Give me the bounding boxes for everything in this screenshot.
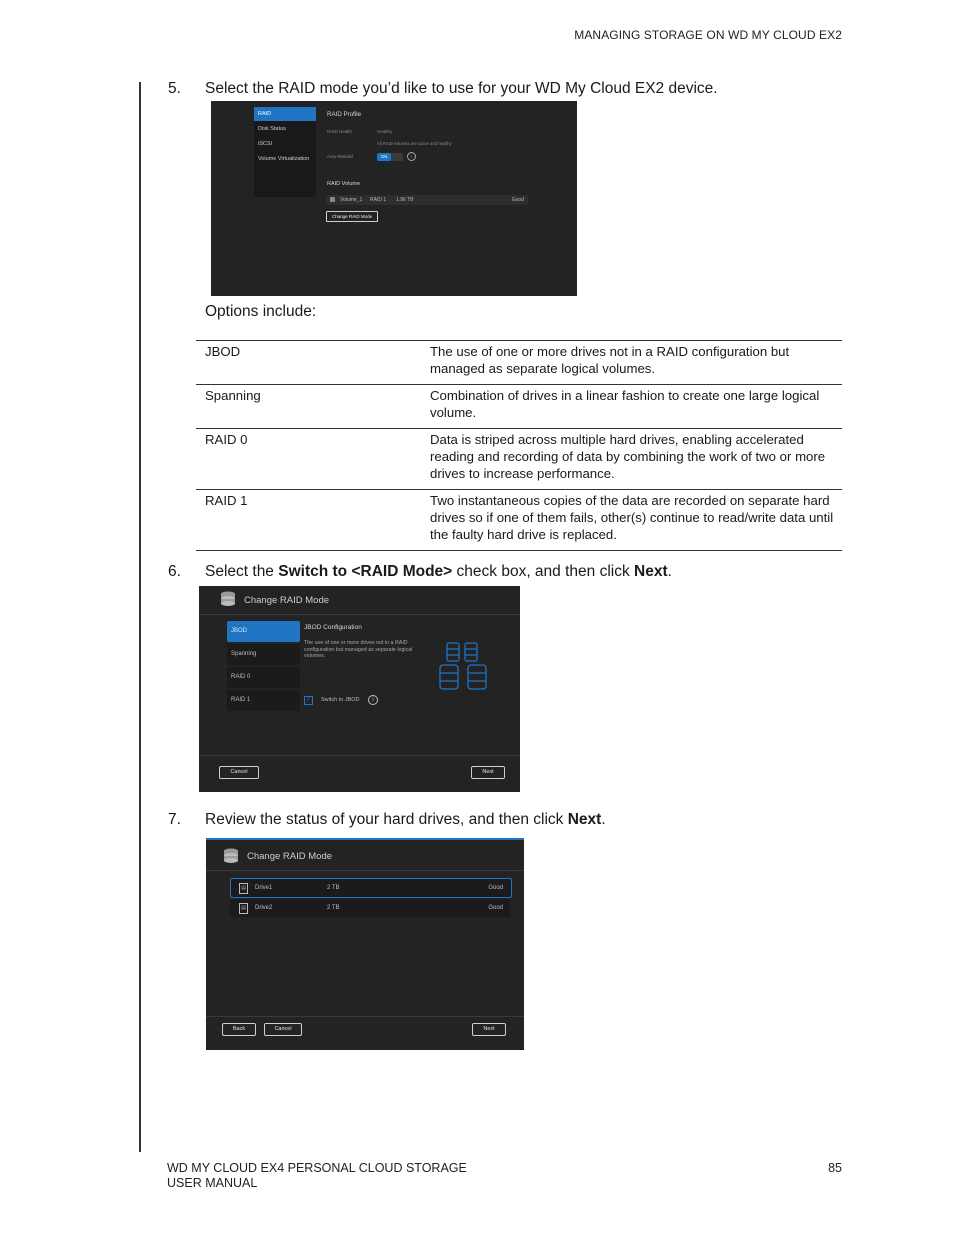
step-7-number: 7. <box>168 811 181 828</box>
table-row <box>196 429 842 490</box>
footer-line-1: WD MY CLOUD EX4 PERSONAL CLOUD STORAGE <box>167 1161 467 1175</box>
drive-status-screenshot <box>206 838 524 1050</box>
table-row <box>196 385 842 429</box>
drive-icon: ▤ <box>239 903 248 914</box>
drive-row[interactable] <box>230 899 510 917</box>
toggle-on-label: ON <box>377 153 391 161</box>
switch-label: Switch to JBOD <box>321 697 360 703</box>
raid-mode-list <box>227 621 300 713</box>
step-6-number: 6. <box>168 563 181 580</box>
option-name: Spanning <box>205 388 261 403</box>
volume-icon <box>330 197 335 202</box>
option-description: The use of one or more drives not in a RAID configuration but managed as separate logical volumes. <box>430 344 790 376</box>
cancel-button[interactable]: Cancel <box>219 766 259 779</box>
option-name: JBOD <box>205 344 241 359</box>
running-header: MANAGING STORAGE ON WD MY CLOUD EX2 <box>574 28 842 42</box>
footer-title <box>167 1161 467 1191</box>
raid-profile-screenshot <box>211 101 577 296</box>
footer-divider <box>206 1016 524 1017</box>
step-7-text <box>205 811 606 829</box>
raid-profile-heading: RAID Profile <box>327 111 362 118</box>
options-label: Options include: <box>205 303 317 320</box>
drive-status: Good <box>488 885 503 891</box>
info-icon[interactable]: i <box>368 695 378 705</box>
back-button[interactable]: Back <box>222 1023 256 1036</box>
volume-size: 1.96 TB <box>396 197 414 203</box>
raid-volume-row[interactable] <box>326 195 528 205</box>
step-7-pre: Review the status of your hard drives, and then click <box>205 811 568 828</box>
next-button[interactable]: Next <box>472 1023 506 1036</box>
drive-row[interactable] <box>230 878 512 898</box>
drive-name: Drive2 <box>255 905 273 911</box>
table-row <box>196 341 842 385</box>
volume-status: Good <box>511 197 524 203</box>
dialog-title: Change RAID Mode <box>247 851 333 862</box>
raid-mode-jbod[interactable]: JBOD <box>227 621 300 642</box>
title-divider <box>206 870 524 871</box>
change-raid-mode-screenshot <box>199 586 520 792</box>
drive-size: 2 TB <box>327 905 340 911</box>
raid-health-value: Healthy <box>377 129 393 134</box>
info-icon[interactable]: i <box>407 152 416 161</box>
step-6-post: . <box>667 563 672 580</box>
option-description: Data is striped across multiple hard drives, enabling accelerated reading and recording of data by combining the work of two or more drives to increase performance. <box>430 432 826 481</box>
database-icon <box>222 847 240 865</box>
cancel-button[interactable]: Cancel <box>264 1023 302 1036</box>
step-7-bold-next: Next <box>567 811 602 828</box>
change-raid-mode-button[interactable]: Change RAID Mode <box>326 211 378 222</box>
sidebar-item-disk-status[interactable]: Disk Status <box>258 126 286 132</box>
step-7-post: . <box>601 811 606 828</box>
step-6-text <box>205 563 672 581</box>
auto-rebuild-toggle[interactable] <box>377 153 403 161</box>
step-6-bold-next: Next <box>634 563 668 580</box>
switch-checkbox[interactable]: ✓ <box>305 697 312 703</box>
drive-icon: ▤ <box>239 883 248 894</box>
drives-icon <box>439 641 489 691</box>
page-number: 85 <box>828 1161 842 1175</box>
config-heading: JBOD Configuration <box>304 624 362 631</box>
raid-mode-spanning[interactable]: Spanning <box>227 644 300 665</box>
raid-mode-raid1[interactable]: RAID 1 <box>227 690 300 711</box>
step-6-pre: Select the <box>205 563 279 580</box>
sidebar-item-raid[interactable]: RAID <box>254 107 316 121</box>
step-5-text: Select the RAID mode you’d like to use for your WD My Cloud EX2 device. <box>205 80 718 97</box>
next-button[interactable]: Next <box>471 766 505 779</box>
table-row <box>196 490 842 551</box>
raid-volume-heading: RAID Volume <box>327 181 361 187</box>
option-name: RAID 0 <box>205 432 248 447</box>
volume-mode: RAID 1 <box>370 197 387 203</box>
option-description: Combination of drives in a linear fashion to create one large logical volume. <box>430 388 820 420</box>
raid-health-label: RAID Health <box>327 129 353 134</box>
raid-health-detail: All RAID volumes are active and healthy <box>377 141 452 146</box>
auto-rebuild-label: Auto-Rebuild <box>327 154 354 159</box>
config-description: The use of one or more drives not in a RAID configuration but managed as separate logical volumes. <box>304 640 413 659</box>
margin-rule <box>139 82 141 1152</box>
raid-sidebar <box>254 107 316 197</box>
option-name: RAID 1 <box>205 493 248 508</box>
options-table <box>196 340 842 551</box>
title-divider <box>199 614 520 615</box>
sidebar-item-iscsi[interactable]: iSCSI <box>258 141 273 147</box>
footer-divider <box>199 755 520 756</box>
option-description: Two instantaneous copies of the data are recorded on separate hard drives so if one of them fails, other(s) continue to read/write data until the faulty hard drive is replaced. <box>430 493 834 542</box>
volume-name: Volume_1 <box>340 197 363 203</box>
sidebar-item-volume-virtualization[interactable]: Volume Virtualization <box>258 156 310 162</box>
database-icon <box>219 590 237 608</box>
raid-mode-raid0[interactable]: RAID 0 <box>227 667 300 688</box>
step-6-bold-switch: Switch to <RAID Mode> <box>278 563 453 580</box>
step-6-mid: check box, and then click <box>452 563 635 580</box>
drive-status: Good <box>488 905 503 911</box>
step-5-number: 5. <box>168 80 181 97</box>
drive-name: Drive1 <box>255 885 273 891</box>
dialog-title: Change RAID Mode <box>244 595 330 606</box>
footer-line-2: USER MANUAL <box>167 1176 258 1190</box>
accent-bar <box>206 838 524 840</box>
drive-size: 2 TB <box>327 885 340 891</box>
